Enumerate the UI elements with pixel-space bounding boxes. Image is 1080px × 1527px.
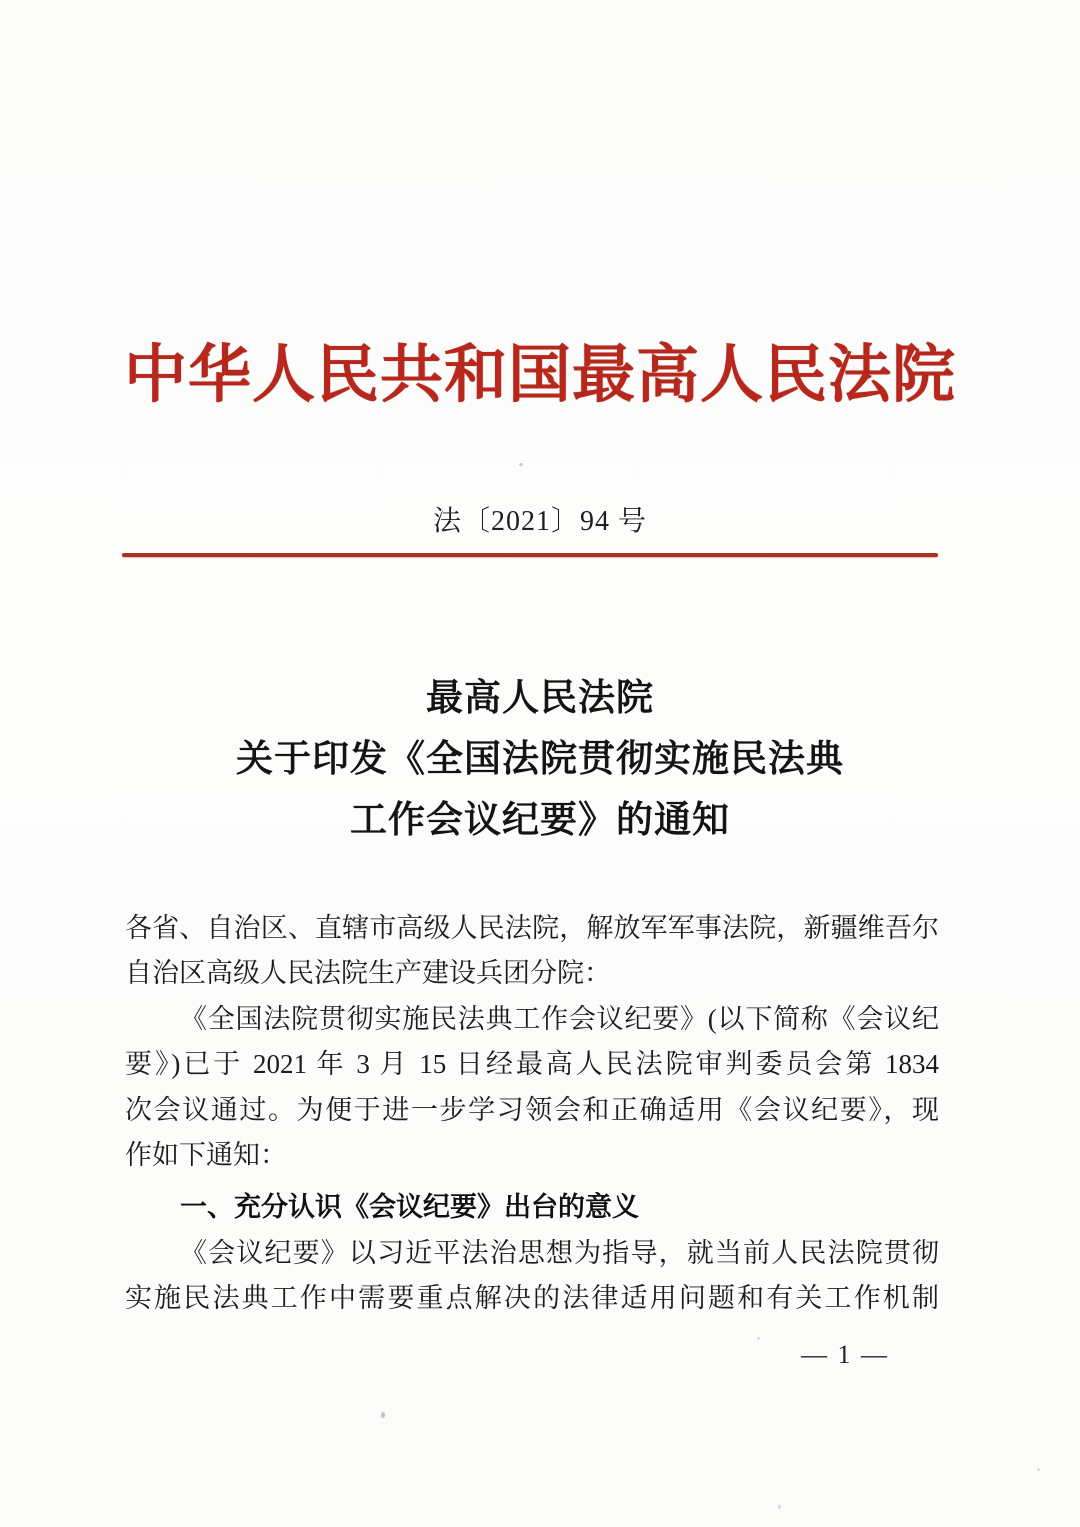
paragraph-1-line-1: 《全国法院贯彻实施民法典工作会议纪要》(以下简称《会议纪 <box>180 1003 939 1034</box>
scan-speck <box>381 1412 385 1418</box>
salutation-line-2: 自治区高级人民法院生产建设兵团分院： <box>125 958 611 989</box>
notice-title-line-2: 关于印发《全国法院贯彻实施民法典 <box>236 739 844 780</box>
page-number: — 1 — <box>801 1340 889 1369</box>
scan-speck <box>1037 1468 1040 1471</box>
paragraph-1-line-3: 次会议通过。为便于进一步学习领会和正确适用《会议纪要》，现 <box>125 1094 939 1125</box>
paragraph-2-line-1: 《会议纪要》以习近平法治思想为指导，就当前人民法院贯彻 <box>180 1237 939 1268</box>
scan-speck <box>519 463 523 466</box>
paragraph-1-line-4: 作如下通知： <box>125 1139 287 1170</box>
notice-title-line-1: 最高人民法院 <box>426 678 654 719</box>
document-number: 法〔2021〕94 号 <box>432 506 647 537</box>
document-body <box>125 906 939 1322</box>
salutation-line-1: 各省、自治区、直辖市高级人民法院，解放军军事法院，新疆维吾尔 <box>125 913 939 943</box>
notice-title-line-3: 工作会议纪要》的通知 <box>350 800 730 841</box>
scan-speck <box>778 1505 781 1509</box>
section-heading: 一、充分认识《会议纪要》出台的意义 <box>180 1192 639 1223</box>
letterhead-title: 中华人民共和国最高人民法院 <box>124 340 956 410</box>
red-divider-line <box>122 553 938 557</box>
paragraph-2-line-2: 实施民法典工作中需要重点解决的法律适用问题和有关工作机制 <box>125 1283 939 1314</box>
scan-speck <box>757 1337 760 1340</box>
paragraph-1-line-2: 要》)已于 2021 年 3 月 15 日经最高人民法院审判委员会第 1834 <box>125 1049 939 1080</box>
notice-title <box>0 668 1080 851</box>
